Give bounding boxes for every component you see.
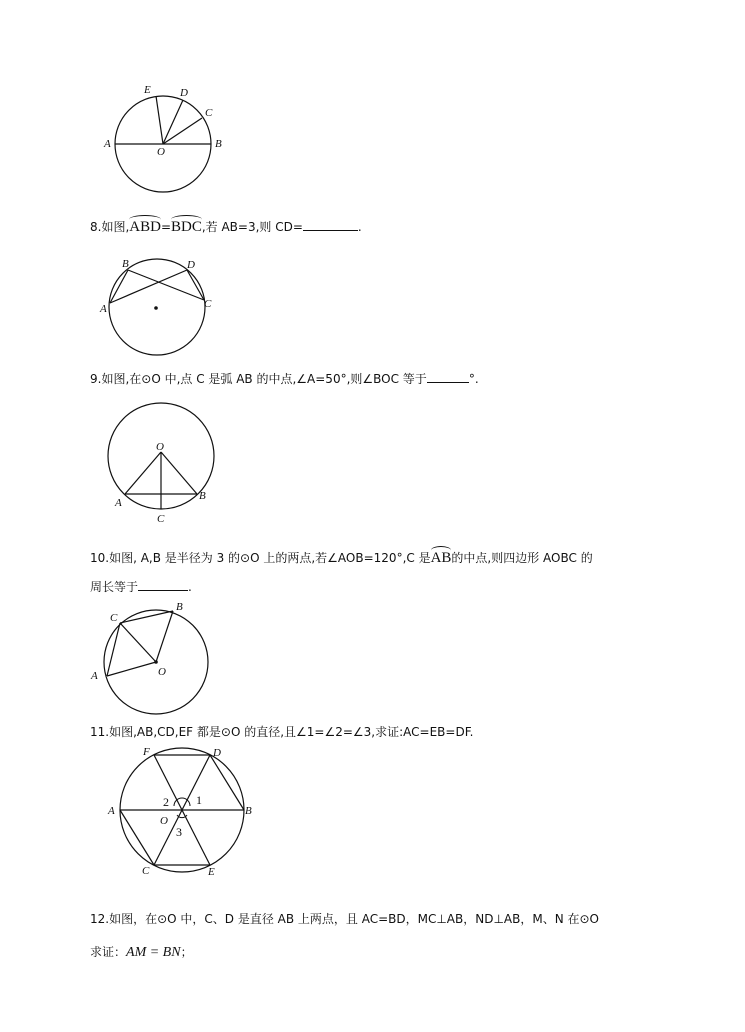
label-o: O <box>160 815 168 827</box>
label-a: A <box>100 303 107 315</box>
question-12-line2 <box>90 944 193 961</box>
label-o: O <box>156 441 164 453</box>
label-c: C <box>204 298 212 310</box>
label-b: B <box>245 805 252 817</box>
q9-end: °. <box>468 372 479 386</box>
label-b: B <box>176 601 183 613</box>
label-angle-1: 1 <box>196 793 202 807</box>
q12-line1: 12.如图，在⊙O 中，C、D 是直径 AB 上两点，且 AC=BD，MC⊥AB，ND⊥AB，M、N 在⊙O <box>90 912 600 926</box>
label-a: A <box>91 670 98 682</box>
q12-math: AM = BN <box>126 945 181 960</box>
figure-three-diameters <box>102 742 262 882</box>
label-a: A <box>104 138 111 150</box>
q8-arc-abd: ABD <box>129 219 161 235</box>
q8-prefix: 8.如图, <box>90 220 130 234</box>
label-d: D <box>187 259 195 271</box>
figure-triangle-aob <box>105 400 220 525</box>
label-e: E <box>144 84 151 96</box>
label-c: C <box>142 865 150 877</box>
label-d: D <box>213 747 221 759</box>
label-o: O <box>157 146 165 158</box>
label-b: B <box>215 138 222 150</box>
q12-line2-post: ； <box>180 945 193 959</box>
q11-text: 11.如图,AB,CD,EF 都是⊙O 的直径,且∠1=∠2=∠3,求证:AC=EB=DF. <box>90 725 474 739</box>
label-b: B <box>199 490 206 502</box>
label-angle-2: 2 <box>163 795 169 809</box>
label-e: E <box>208 866 215 878</box>
q8-suffix: ,若 AB=3,则 CD= <box>201 220 303 234</box>
q9-answer-blank <box>427 370 469 383</box>
label-f: F <box>143 746 150 758</box>
figure-circle-radii <box>100 80 230 195</box>
q10-line2: 周长等于 <box>90 580 139 594</box>
q10-end: . <box>188 580 192 594</box>
label-c: C <box>157 513 165 525</box>
q10-answer-blank <box>138 578 188 591</box>
label-a: A <box>115 497 122 509</box>
label-c: C <box>205 107 213 119</box>
label-d: D <box>180 87 188 99</box>
q8-answer-blank <box>303 218 358 231</box>
q8-arc-bdc: BDC <box>171 219 202 235</box>
question-12 <box>90 911 599 927</box>
label-o: O <box>158 666 166 678</box>
question-10 <box>90 550 593 566</box>
figure-quadrilateral-aobc <box>88 598 218 718</box>
q9-text: 9.如图,在⊙O 中,点 C 是弧 AB 的中点,∠A=50°,则∠BOC 等于 <box>90 372 427 386</box>
question-9 <box>90 370 479 387</box>
q10-line1-post: 的中点,则四边形 AOBC 的 <box>451 551 593 565</box>
label-a: A <box>108 805 115 817</box>
figure-chords-bd <box>98 255 223 360</box>
label-c: C <box>110 612 118 624</box>
q10-line1-pre: 10.如图, A,B 是半径为 3 的⊙O 上的两点,若∠AOB=120°,C 是 <box>90 551 431 565</box>
q12-line2-pre: 求证： <box>90 945 127 959</box>
question-10-line2 <box>90 578 192 595</box>
question-11 <box>90 724 474 740</box>
q8-end: . <box>357 220 362 234</box>
question-8 <box>90 218 362 235</box>
q10-arc-ab: AB <box>430 550 452 566</box>
q8-eq: = <box>160 220 171 234</box>
label-angle-3: 3 <box>176 825 182 839</box>
label-b: B <box>122 258 129 270</box>
